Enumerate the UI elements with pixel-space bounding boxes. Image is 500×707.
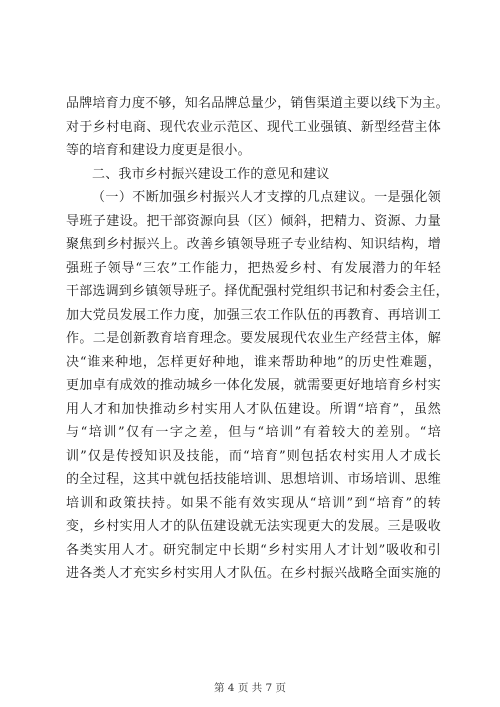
text-line: 等的培育和建设力度更是很小。 bbox=[66, 143, 251, 158]
text-line: 更加卓有成效的推动城乡一体化发展，就需要更好地培育乡村实 bbox=[66, 378, 441, 393]
text-line: 对于乡村电商、现代农业示范区、现代工业强镇、新型经营主体 bbox=[66, 119, 441, 135]
text-line: 进各类人才充实乡村实用人才队伍。在乡村振兴战略全面实施的 bbox=[66, 566, 441, 581]
text-line: 强班子领导“三农”工作能力，把热爱乡村、有发展潜力的年轻 bbox=[66, 260, 441, 276]
text-line: 作。二是创新教育培育理念。要发展现代农业生产经营主体，解 bbox=[66, 331, 441, 346]
text-line: 决“谁来种地，怎样更好种地，谁来帮助种地”的历史性难题， bbox=[66, 354, 441, 370]
text-line: 的全过程，这其中就包括技能培训、思想培训、市场培训、思维 bbox=[66, 472, 441, 487]
text-line: 聚焦到乡村振兴上。改善乡镇领导班子专业结构、知识结构，增 bbox=[66, 237, 441, 252]
text-line: 各类实用人才。研究制定中长期“乡村实用人才计划”吸收和引 bbox=[66, 542, 441, 558]
text-line: 用人才和加快推动乡村实用人才队伍建设。所谓“培育”，虽然 bbox=[66, 401, 441, 417]
text-line: 培训和政策扶持。如果不能有效实现从“培训”到“培育”的转 bbox=[66, 495, 441, 511]
text-line: 导班子建设。把干部资源向县（区）倾斜，把精力、资源、力量 bbox=[66, 213, 441, 229]
text-line: 与“培训”仅有一字之差，但与“培训”有着较大的差别。“培 bbox=[66, 425, 441, 440]
text-line: 加大党员发展工作力度，加强三农工作队伍的再教育、再培训工 bbox=[66, 307, 441, 323]
text-line: 干部选调到乡镇领导班子。择优配强村党组织书记和村委会主任， bbox=[66, 284, 449, 299]
text-line: 变，乡村实用人才的队伍建设就无法实现更大的发展。三是吸收 bbox=[66, 519, 441, 534]
text-line: 训”仅是传授知识及技能，而“培育”则包括农村实用人才成长 bbox=[66, 448, 441, 464]
document-body bbox=[66, 92, 449, 586]
section-heading: 二、我市乡村振兴建设工作的意见和建议 bbox=[92, 166, 330, 182]
text-line: 品牌培育力度不够，知名品牌总量少，销售渠道主要以线下为主。 bbox=[66, 96, 449, 111]
page-number-footer: 第 4 页 共 7 页 bbox=[213, 682, 287, 694]
text-line: （一）不断加强乡村振兴人才支撑的几点建议。一是强化领 bbox=[92, 190, 441, 205]
